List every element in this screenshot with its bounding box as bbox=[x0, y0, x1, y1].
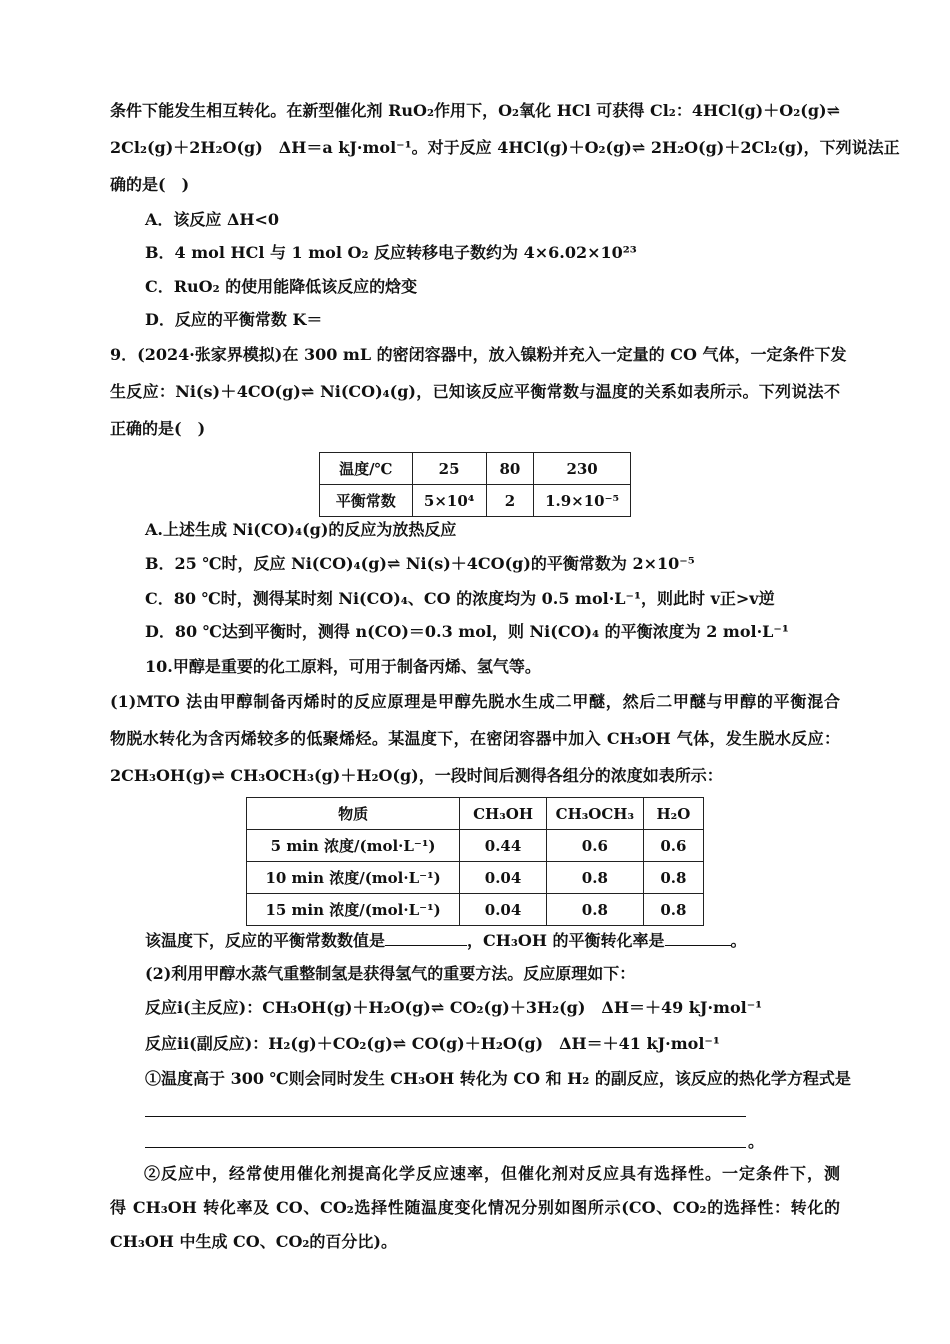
q9-option-a: A.上述生成 Ni(CO)₄(g)的反应为放热反应 bbox=[145, 520, 457, 539]
answer-line-period: 。 bbox=[748, 1132, 765, 1151]
table-cell: 温度/℃ bbox=[320, 453, 413, 485]
table-cell: 80 bbox=[486, 453, 534, 485]
q10-reaction-ii: 反应ⅱ(副反应)：H₂(g)＋CO₂(g)⇌ CO(g)＋H₂O(g) ΔH＝＋41 kJ·mol⁻¹ bbox=[145, 1034, 720, 1053]
q10-subquestion-2-line-3: CH₃OH 中生成 CO、CO₂的百分比)。 bbox=[110, 1232, 397, 1251]
q10-intro: 10.甲醇是重要的化工原料，可用于制备丙烯、氢气等。 bbox=[145, 657, 541, 676]
q9-option-c: C．80 ℃时，测得某时刻 Ni(CO)₄、CO 的浓度均为 0.5 mol·L⁻¹，则此时 v正>v逆 bbox=[145, 589, 775, 608]
q10-part2-intro: (2)利用甲醇水蒸气重整制氢是获得氢气的重要方法。反应原理如下： bbox=[145, 964, 636, 983]
table-header-cell: CH₃OCH₃ bbox=[546, 798, 643, 830]
answer-line-1[interactable] bbox=[145, 1116, 746, 1117]
table-cell: 15 min 浓度/(mol·L⁻¹) bbox=[247, 894, 460, 926]
table-cell: 2 bbox=[486, 485, 534, 517]
q9-equilibrium-table bbox=[319, 452, 631, 517]
q8-option-c: C．RuO₂ 的使用能降低该反应的焓变 bbox=[145, 277, 418, 296]
q10-concentration-table bbox=[246, 797, 704, 926]
q10-part1-question-end: 。 bbox=[730, 931, 747, 950]
table-cell: 10 min 浓度/(mol·L⁻¹) bbox=[247, 862, 460, 894]
table-row bbox=[320, 453, 631, 485]
table-cell: 5 min 浓度/(mol·L⁻¹) bbox=[247, 830, 460, 862]
q9-option-d: D．80 ℃达到平衡时，测得 n(CO)＝0.3 mol，则 Ni(CO)₄ 的平衡浓度为 2 mol·L⁻¹ bbox=[145, 622, 789, 641]
table-header-row bbox=[247, 798, 704, 830]
q8-option-d: D．反应的平衡常数 K＝ bbox=[145, 310, 323, 329]
q8-stem-line-1: 条件下能发生相互转化。在新型催化剂 RuO₂作用下，O₂氧化 HCl 可获得 Cl₂：4HCl(g)＋O₂(g)⇌ bbox=[110, 101, 840, 120]
table-row bbox=[247, 862, 704, 894]
table-cell: 0.8 bbox=[643, 894, 703, 926]
table-cell: 0.44 bbox=[460, 830, 547, 862]
q8-stem-line-3: 确的是( ) bbox=[110, 175, 190, 194]
table-header-cell: H₂O bbox=[643, 798, 703, 830]
q8-option-b: B．4 mol HCl 与 1 mol O₂ 反应转移电子数约为 4×6.02×10²³ bbox=[145, 243, 637, 262]
q9-stem-line-3: 正确的是( ) bbox=[110, 419, 206, 438]
table-cell: 0.04 bbox=[460, 894, 547, 926]
q10-reaction-i: 反应ⅰ(主反应)：CH₃OH(g)＋H₂O(g)⇌ CO₂(g)＋3H₂(g) ΔH＝＋49 kJ·mol⁻¹ bbox=[145, 998, 763, 1017]
answer-blank-conversion-rate[interactable] bbox=[665, 931, 731, 946]
q10-part1-question-b: ，CH₃OH 的平衡转化率是 bbox=[467, 931, 665, 950]
answer-blank-equilibrium-constant[interactable] bbox=[385, 931, 467, 946]
table-cell: 25 bbox=[412, 453, 486, 485]
table-cell: 0.8 bbox=[546, 894, 643, 926]
table-cell: 0.04 bbox=[460, 862, 547, 894]
q9-stem-line-1: 9．(2024·张家界模拟)在 300 mL 的密闭容器中，放入镍粉并充入一定量的 CO 气体，一定条件下发 bbox=[110, 345, 847, 364]
table-cell: 平衡常数 bbox=[320, 485, 413, 517]
answer-line-2[interactable] bbox=[145, 1147, 746, 1148]
q10-part1-line-1: (1)MTO 法由甲醇制备丙烯时的反应原理是甲醇先脱水生成二甲醚，然后二甲醚与甲醇的平衡混合 bbox=[110, 692, 840, 711]
q10-subquestion-1: ①温度高于 300 ℃则会同时发生 CH₃OH 转化为 CO 和 H₂ 的副反应，该反应的热化学方程式是 bbox=[145, 1069, 851, 1088]
table-header-cell: CH₃OH bbox=[460, 798, 547, 830]
table-row bbox=[247, 894, 704, 926]
table-cell: 0.6 bbox=[546, 830, 643, 862]
table-cell: 230 bbox=[534, 453, 631, 485]
table-cell: 0.8 bbox=[643, 862, 703, 894]
table-header-cell: 物质 bbox=[247, 798, 460, 830]
q10-part1-line-2: 物脱水转化为含丙烯较多的低聚烯烃。某温度下，在密闭容器中加入 CH₃OH 气体，发生脱水反应： bbox=[110, 729, 840, 748]
table-row bbox=[320, 485, 631, 517]
q10-part1-question bbox=[145, 930, 747, 952]
table-cell: 0.8 bbox=[546, 862, 643, 894]
q9-option-b: B．25 ℃时，反应 Ni(CO)₄(g)⇌ Ni(s)＋4CO(g)的平衡常数为 2×10⁻⁵ bbox=[145, 554, 695, 573]
table-row bbox=[247, 830, 704, 862]
table-cell: 5×10⁴ bbox=[412, 485, 486, 517]
q8-option-a: A．该反应 ΔH<0 bbox=[145, 210, 280, 229]
q10-part1-question-a: 该温度下，反应的平衡常数数值是 bbox=[145, 931, 386, 950]
q10-subquestion-2-line-1: ②反应中，经常使用催化剂提高化学反应速率，但催化剂对反应具有选择性。一定条件下，测 bbox=[144, 1164, 840, 1183]
table-cell: 0.6 bbox=[643, 830, 703, 862]
q9-stem-line-2: 生反应：Ni(s)＋4CO(g)⇌ Ni(CO)₄(g)，已知该反应平衡常数与温度的关系如表所示。下列说法不 bbox=[110, 382, 840, 401]
q8-stem-line-2: 2Cl₂(g)＋2H₂O(g) ΔH＝a kJ·mol⁻¹。对于反应 4HCl(g)＋O₂(g)⇌ 2H₂O(g)＋2Cl₂(g)，下列说法正 bbox=[110, 138, 900, 157]
q10-subquestion-2-line-2: 得 CH₃OH 转化率及 CO、CO₂选择性随温度变化情况分别如图所示(CO、CO₂的选择性：转化的 bbox=[110, 1198, 840, 1217]
q10-part1-line-3: 2CH₃OH(g)⇌ CH₃OCH₃(g)＋H₂O(g)，一段时间后测得各组分的浓度如表所示： bbox=[110, 766, 723, 785]
table-cell: 1.9×10⁻⁵ bbox=[534, 485, 631, 517]
